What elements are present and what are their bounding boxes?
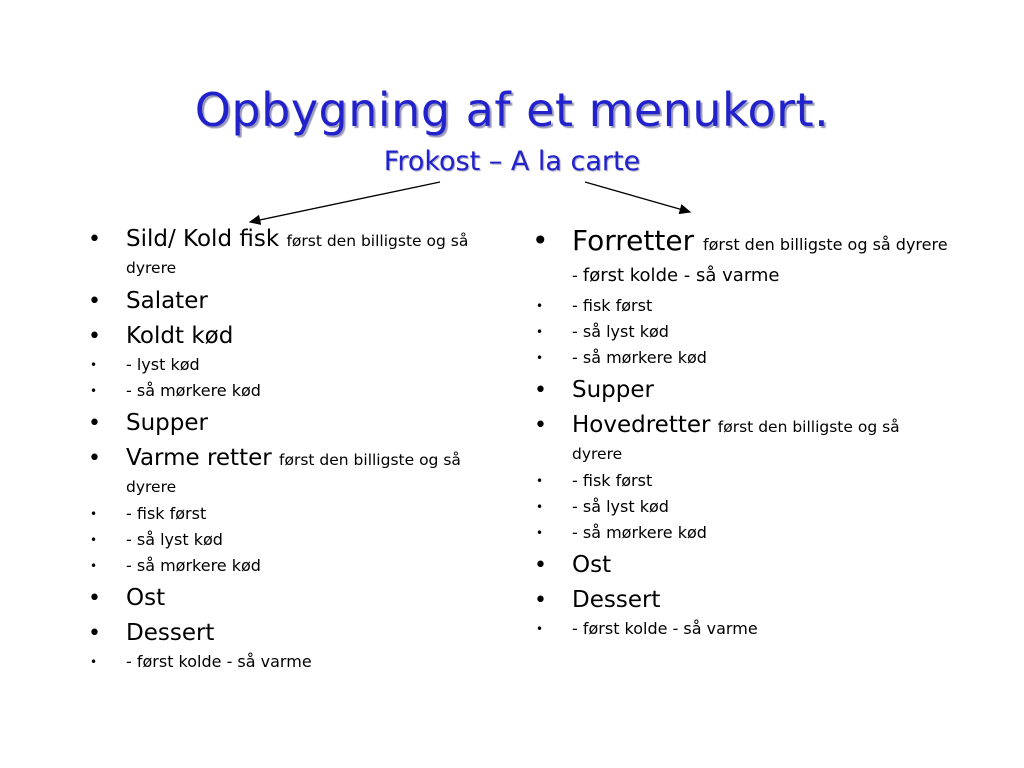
list-item: [86, 620, 506, 647]
bullet-icon: •: [534, 588, 547, 613]
item-label: Dessert: [572, 587, 661, 613]
item-label: - så lyst kød: [572, 322, 669, 341]
item-label: Ost: [572, 552, 612, 578]
arrow-left: [250, 182, 440, 222]
bullet-icon: •: [90, 533, 98, 547]
item-label: Ost: [126, 585, 166, 611]
bullet-icon: •: [88, 446, 101, 471]
bullet-icon: •: [536, 351, 544, 365]
list-item: [86, 555, 506, 577]
item-label: Salater: [126, 288, 208, 314]
list-item: [532, 347, 952, 369]
list-item: [86, 288, 506, 315]
list-item: [86, 226, 506, 280]
list-item: [532, 321, 952, 343]
item-label: - lyst kød: [126, 355, 200, 374]
list-item: [532, 618, 952, 640]
bullet-icon: •: [536, 526, 544, 540]
item-label: Koldt kød: [126, 323, 234, 349]
list-item: [86, 445, 506, 499]
bullet-icon: •: [532, 224, 549, 257]
bullet-icon: •: [536, 325, 544, 339]
list-item: [86, 529, 506, 551]
item-label: Supper: [126, 410, 208, 436]
item-note: først den billigste og så dyrere: [126, 232, 469, 277]
slide-subtitle: Frokost – A la carte: [383, 146, 641, 177]
item-label: - så mørkere kød: [572, 523, 707, 542]
arrow-right: [585, 182, 690, 212]
bullet-icon: •: [88, 621, 101, 646]
list-item: [532, 226, 952, 291]
list-item: [532, 295, 952, 317]
bullet-icon: •: [534, 553, 547, 578]
item-label: - så lyst kød: [126, 530, 223, 549]
bullet-icon: •: [534, 413, 547, 438]
item-label: - så mørkere kød: [572, 348, 707, 367]
bullet-icon: •: [536, 474, 544, 488]
item-label: Hovedretter: [572, 412, 711, 438]
list-item: [532, 412, 952, 466]
item-label: - fisk først: [126, 504, 207, 523]
item-note: først den billigste og så dyrere: [126, 451, 461, 496]
item-label: - først kolde - så varme: [126, 652, 312, 671]
right-menu-list: [532, 226, 952, 640]
bullet-icon: •: [88, 227, 101, 252]
item-label: Forretter: [572, 224, 695, 257]
list-item: [86, 410, 506, 437]
bullet-icon: •: [536, 622, 544, 636]
item-label: Sild/ Kold fisk: [126, 226, 280, 252]
item-label: - så lyst kød: [572, 497, 669, 516]
item-note: først den billigste og så dyrere -: [572, 235, 948, 285]
bullet-icon: •: [88, 411, 101, 436]
list-item: [532, 377, 952, 404]
item-note: først den billigste og så dyrere: [572, 418, 900, 463]
bullet-icon: •: [88, 324, 101, 349]
item-label: - så mørkere kød: [126, 381, 261, 400]
item-label: - først kolde - så varme: [572, 619, 758, 638]
list-item: [532, 470, 952, 492]
bullet-icon: •: [90, 358, 98, 372]
item-note-2: først kolde - så varme: [582, 265, 780, 286]
list-item: [532, 552, 952, 579]
list-item: [86, 354, 506, 376]
bullet-icon: •: [90, 655, 98, 669]
slide-title: Opbygning af et menukort.: [194, 83, 830, 137]
item-label: Varme retter: [126, 445, 272, 471]
list-item: [86, 503, 506, 525]
left-menu-list: [86, 226, 506, 673]
list-item: [86, 380, 506, 402]
bullet-icon: •: [536, 500, 544, 514]
list-item: [86, 585, 506, 612]
item-label: Supper: [572, 377, 654, 403]
bullet-icon: •: [536, 299, 544, 313]
item-label: - så mørkere kød: [126, 556, 261, 575]
bullet-icon: •: [88, 289, 101, 314]
item-label: Dessert: [126, 620, 215, 646]
item-label: - fisk først: [572, 471, 653, 490]
list-item: [532, 587, 952, 614]
bullet-icon: •: [90, 384, 98, 398]
list-item: [532, 522, 952, 544]
item-label: - fisk først: [572, 296, 653, 315]
list-item: [532, 496, 952, 518]
bullet-icon: •: [90, 507, 98, 521]
list-item: [86, 651, 506, 673]
list-item: [86, 323, 506, 350]
bullet-icon: •: [88, 586, 101, 611]
bullet-icon: •: [90, 559, 98, 573]
bullet-icon: •: [534, 378, 547, 403]
